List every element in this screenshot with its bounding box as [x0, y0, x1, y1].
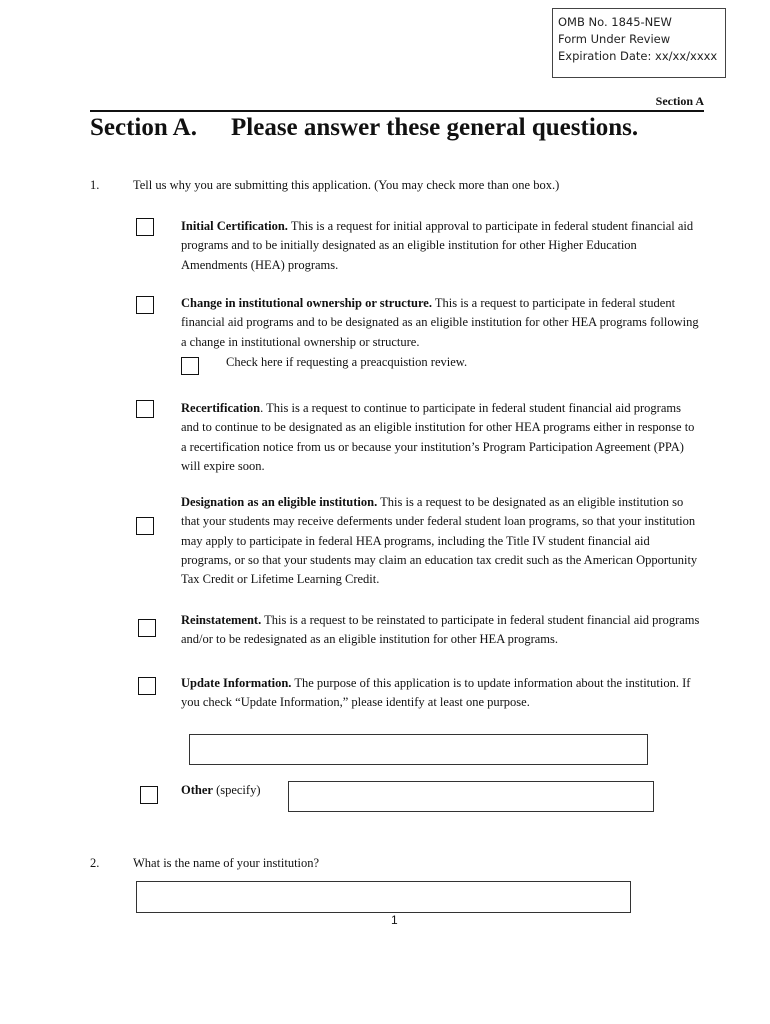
- other-title: Other: [181, 783, 213, 797]
- page-number: 1: [391, 913, 398, 927]
- expiration-date: Expiration Date: xx/xx/xxxx: [558, 49, 718, 63]
- question-1-number: 1.: [90, 178, 100, 192]
- option-description: This is a request to participate in federal student financial aid programs and to be designated as an eligible institution for other HEA programs following a change in institutional ownership or structure.: [181, 296, 699, 349]
- update-purpose-input[interactable]: [189, 734, 648, 765]
- change-ownership-option: [181, 294, 701, 352]
- option-description: . This is a request to continue to participate in federal student financial aid programs and to continue to be designated as an eligible institution for other HEA programs either in response to a recertification notice from us or because your institution’s Program Participation Agreement (PPA) will expire soon.: [181, 401, 695, 473]
- other-checkbox[interactable]: [140, 786, 158, 804]
- omb-number: OMB No. 1845-NEW: [558, 15, 672, 29]
- designation-option: [181, 493, 701, 589]
- recertification-checkbox[interactable]: [136, 400, 154, 418]
- question-2-text: What is the name of your institution?: [133, 856, 320, 870]
- question-2-number: 2.: [90, 856, 100, 870]
- section-heading-text: Please answer these general questions.: [231, 114, 639, 141]
- other-suffix: (specify): [212, 783, 261, 797]
- option-title: Designation as an eligible institution.: [181, 495, 378, 509]
- initial-certification-checkbox[interactable]: [136, 218, 154, 236]
- other-label: [181, 783, 260, 798]
- question-1-text: Tell us why you are submitting this application. (You may check more than one box.): [133, 178, 560, 192]
- option-description: This is a request to be reinstated to participate in federal student financial aid programs and/or to be redesignated as an eligible institution for other HEA programs.: [181, 613, 700, 647]
- section-tag: Section A: [655, 94, 704, 108]
- option-title: Recertification: [181, 401, 261, 415]
- update-information-checkbox[interactable]: [138, 677, 156, 695]
- preacquisition-checkbox[interactable]: [181, 357, 199, 375]
- section-heading: [90, 114, 638, 142]
- initial-certification-option: [181, 217, 701, 275]
- option-title: Reinstatement.: [181, 613, 262, 627]
- option-description: This is a request for initial approval to participate in federal student financial aid programs and to be initially designated as an eligible institution for other Higher Education Amendments (HEA) programs.: [181, 219, 694, 272]
- recertification-option: [181, 399, 701, 476]
- option-title: Update Information.: [181, 676, 292, 690]
- option-title: Change in institutional ownership or structure.: [181, 296, 432, 310]
- reinstatement-option: [181, 611, 701, 650]
- omb-info-box: [552, 8, 726, 78]
- section-heading-label: Section A.: [90, 114, 197, 141]
- other-specify-input[interactable]: [288, 781, 654, 812]
- reinstatement-checkbox[interactable]: [138, 619, 156, 637]
- institution-name-input[interactable]: [136, 881, 631, 913]
- option-title: Initial Certification.: [181, 219, 288, 233]
- form-status: Form Under Review: [558, 32, 671, 46]
- update-information-option: [181, 674, 701, 713]
- header-rule: [90, 110, 704, 112]
- preacquisition-label: Check here if requesting a preacquistion review.: [226, 355, 468, 369]
- designation-checkbox[interactable]: [136, 517, 154, 535]
- change-ownership-checkbox[interactable]: [136, 296, 154, 314]
- option-description: The purpose of this application is to update information about the institution. If you check “Update Information,” please identify at least one purpose.: [181, 676, 691, 710]
- option-description: This is a request to be designated as an eligible institution so that your students may receive deferments under federal student loan programs, so that your institution may apply to participate in federal HEA programs, including the Title IV student financial aid programs, or so that your students may claim an education tax credit such as the American Opportunity Tax Credit or Lifetime Learning Credit.: [181, 495, 698, 587]
